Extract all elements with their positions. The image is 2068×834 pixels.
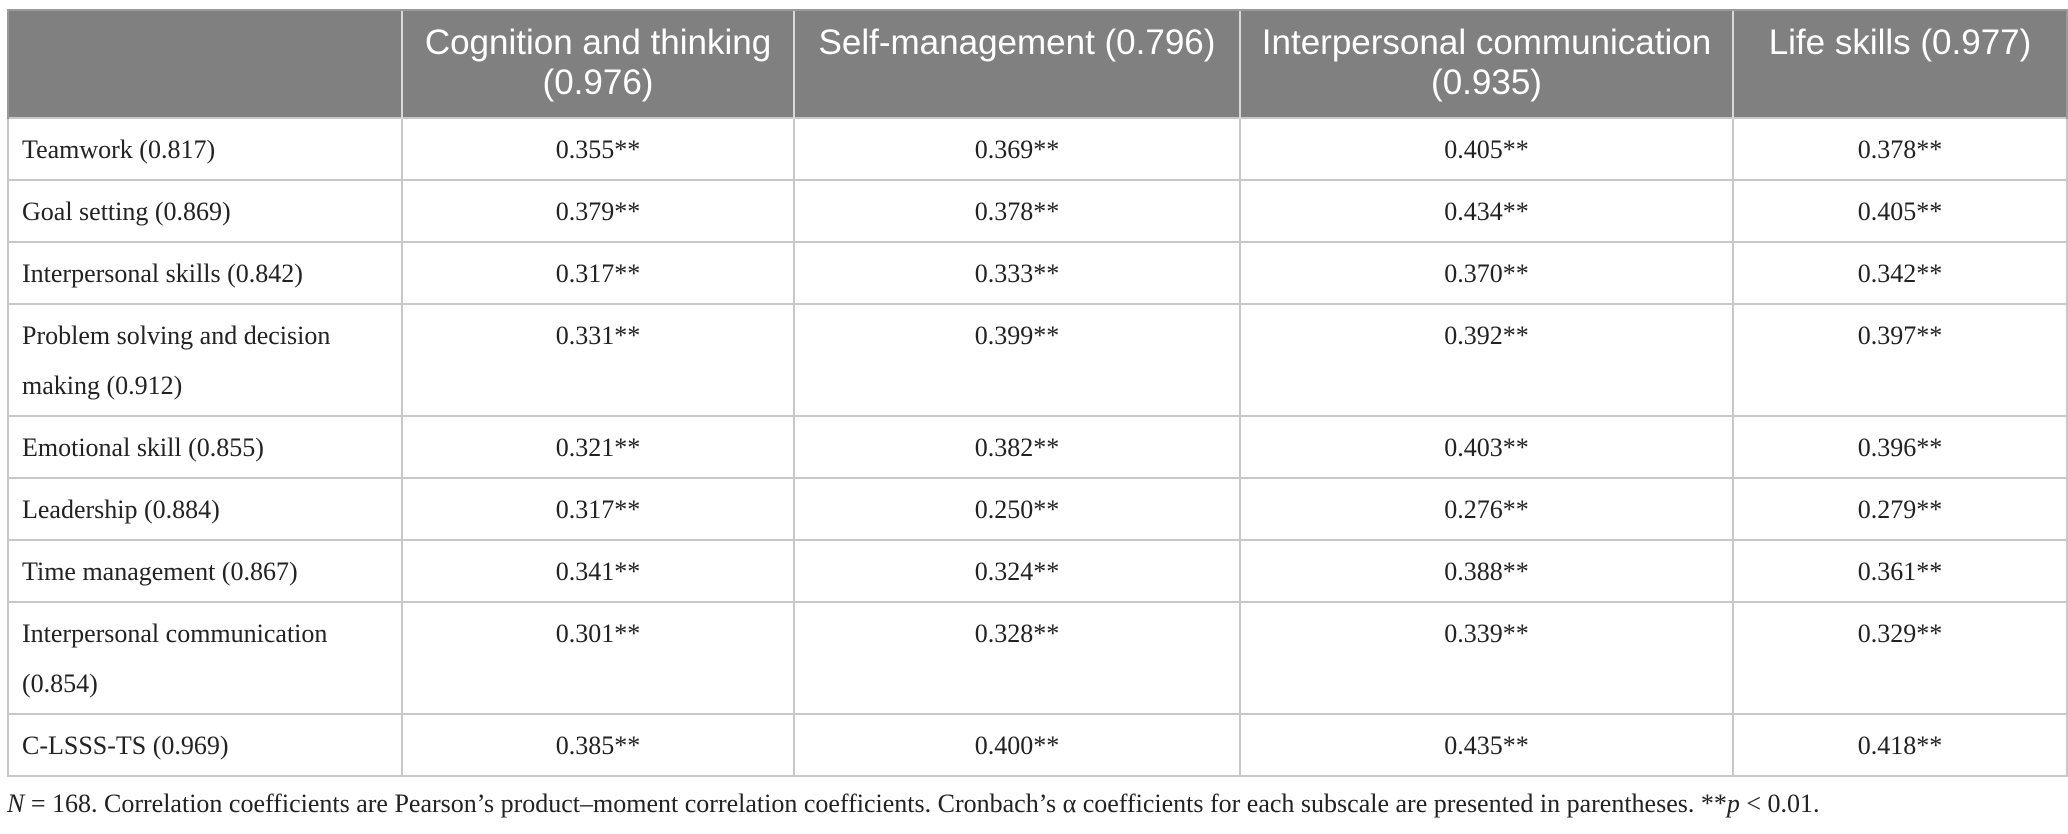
row-label: Interpersonal communication (0.854) — [8, 602, 402, 714]
cell-value: 0.250** — [794, 478, 1240, 540]
cell-value: 0.396** — [1733, 416, 2067, 478]
cell-value: 0.339** — [1240, 602, 1733, 714]
cell-value: 0.328** — [794, 602, 1240, 714]
cell-value: 0.317** — [402, 478, 794, 540]
row-label: Leadership (0.884) — [8, 478, 402, 540]
cell-value: 0.392** — [1240, 304, 1733, 416]
table-row — [8, 416, 2067, 478]
correlation-table-container — [7, 9, 2066, 777]
cell-value: 0.397** — [1733, 304, 2067, 416]
table-row — [8, 304, 2067, 416]
cell-value: 0.321** — [402, 416, 794, 478]
cell-value: 0.405** — [1733, 180, 2067, 242]
header-cell-empty — [8, 10, 402, 118]
cell-value: 0.341** — [402, 540, 794, 602]
cell-value: 0.399** — [794, 304, 1240, 416]
cell-value: 0.388** — [1240, 540, 1733, 602]
table-row — [8, 118, 2067, 180]
cell-value: 0.317** — [402, 242, 794, 304]
row-label: Problem solving and decision making (0.912) — [8, 304, 402, 416]
cell-value: 0.369** — [794, 118, 1240, 180]
table-row — [8, 478, 2067, 540]
table-body — [8, 118, 2067, 776]
header-cell-life-skills: Life skills (0.977) — [1733, 10, 2067, 118]
footnote-p-text: < 0.01. — [1739, 789, 1820, 818]
table-row — [8, 540, 2067, 602]
header-row — [8, 10, 2067, 118]
table-row — [8, 180, 2067, 242]
header-cell-self-management: Self-management (0.796) — [794, 10, 1240, 118]
cell-value: 0.279** — [1733, 478, 2067, 540]
cell-value: 0.385** — [402, 714, 794, 776]
cell-value: 0.333** — [794, 242, 1240, 304]
footnote-p-symbol: p — [1726, 789, 1740, 818]
cell-value: 0.324** — [794, 540, 1240, 602]
cell-value: 0.434** — [1240, 180, 1733, 242]
correlation-table — [7, 9, 2068, 777]
footnote-n-symbol: N — [7, 789, 25, 818]
cell-value: 0.400** — [794, 714, 1240, 776]
cell-value: 0.403** — [1240, 416, 1733, 478]
row-label: C-LSSS-TS (0.969) — [8, 714, 402, 776]
cell-value: 0.355** — [402, 118, 794, 180]
table-footnote — [7, 787, 2066, 821]
cell-value: 0.361** — [1733, 540, 2067, 602]
cell-value: 0.331** — [402, 304, 794, 416]
cell-value: 0.435** — [1240, 714, 1733, 776]
cell-value: 0.418** — [1733, 714, 2067, 776]
cell-value: 0.370** — [1240, 242, 1733, 304]
cell-value: 0.382** — [794, 416, 1240, 478]
header-cell-cognition: Cognition and thinking (0.976) — [402, 10, 794, 118]
row-label: Emotional skill (0.855) — [8, 416, 402, 478]
table-row — [8, 242, 2067, 304]
cell-value: 0.378** — [1733, 118, 2067, 180]
header-cell-interpersonal-communication: Interpersonal communication (0.935) — [1240, 10, 1733, 118]
row-label: Teamwork (0.817) — [8, 118, 402, 180]
table-row — [8, 602, 2067, 714]
row-label: Time management (0.867) — [8, 540, 402, 602]
cell-value: 0.342** — [1733, 242, 2067, 304]
table-row — [8, 714, 2067, 776]
table-header — [8, 10, 2067, 118]
cell-value: 0.405** — [1240, 118, 1733, 180]
row-label: Interpersonal skills (0.842) — [8, 242, 402, 304]
cell-value: 0.329** — [1733, 602, 2067, 714]
footnote-text: = 168. Correlation coefficients are Pearson’s product–moment correlation coefficients. Cronbach’s α coefficients for each subscale are presented in parentheses. ** — [24, 789, 1727, 818]
cell-value: 0.301** — [402, 602, 794, 714]
cell-value: 0.378** — [794, 180, 1240, 242]
cell-value: 0.276** — [1240, 478, 1733, 540]
row-label: Goal setting (0.869) — [8, 180, 402, 242]
cell-value: 0.379** — [402, 180, 794, 242]
